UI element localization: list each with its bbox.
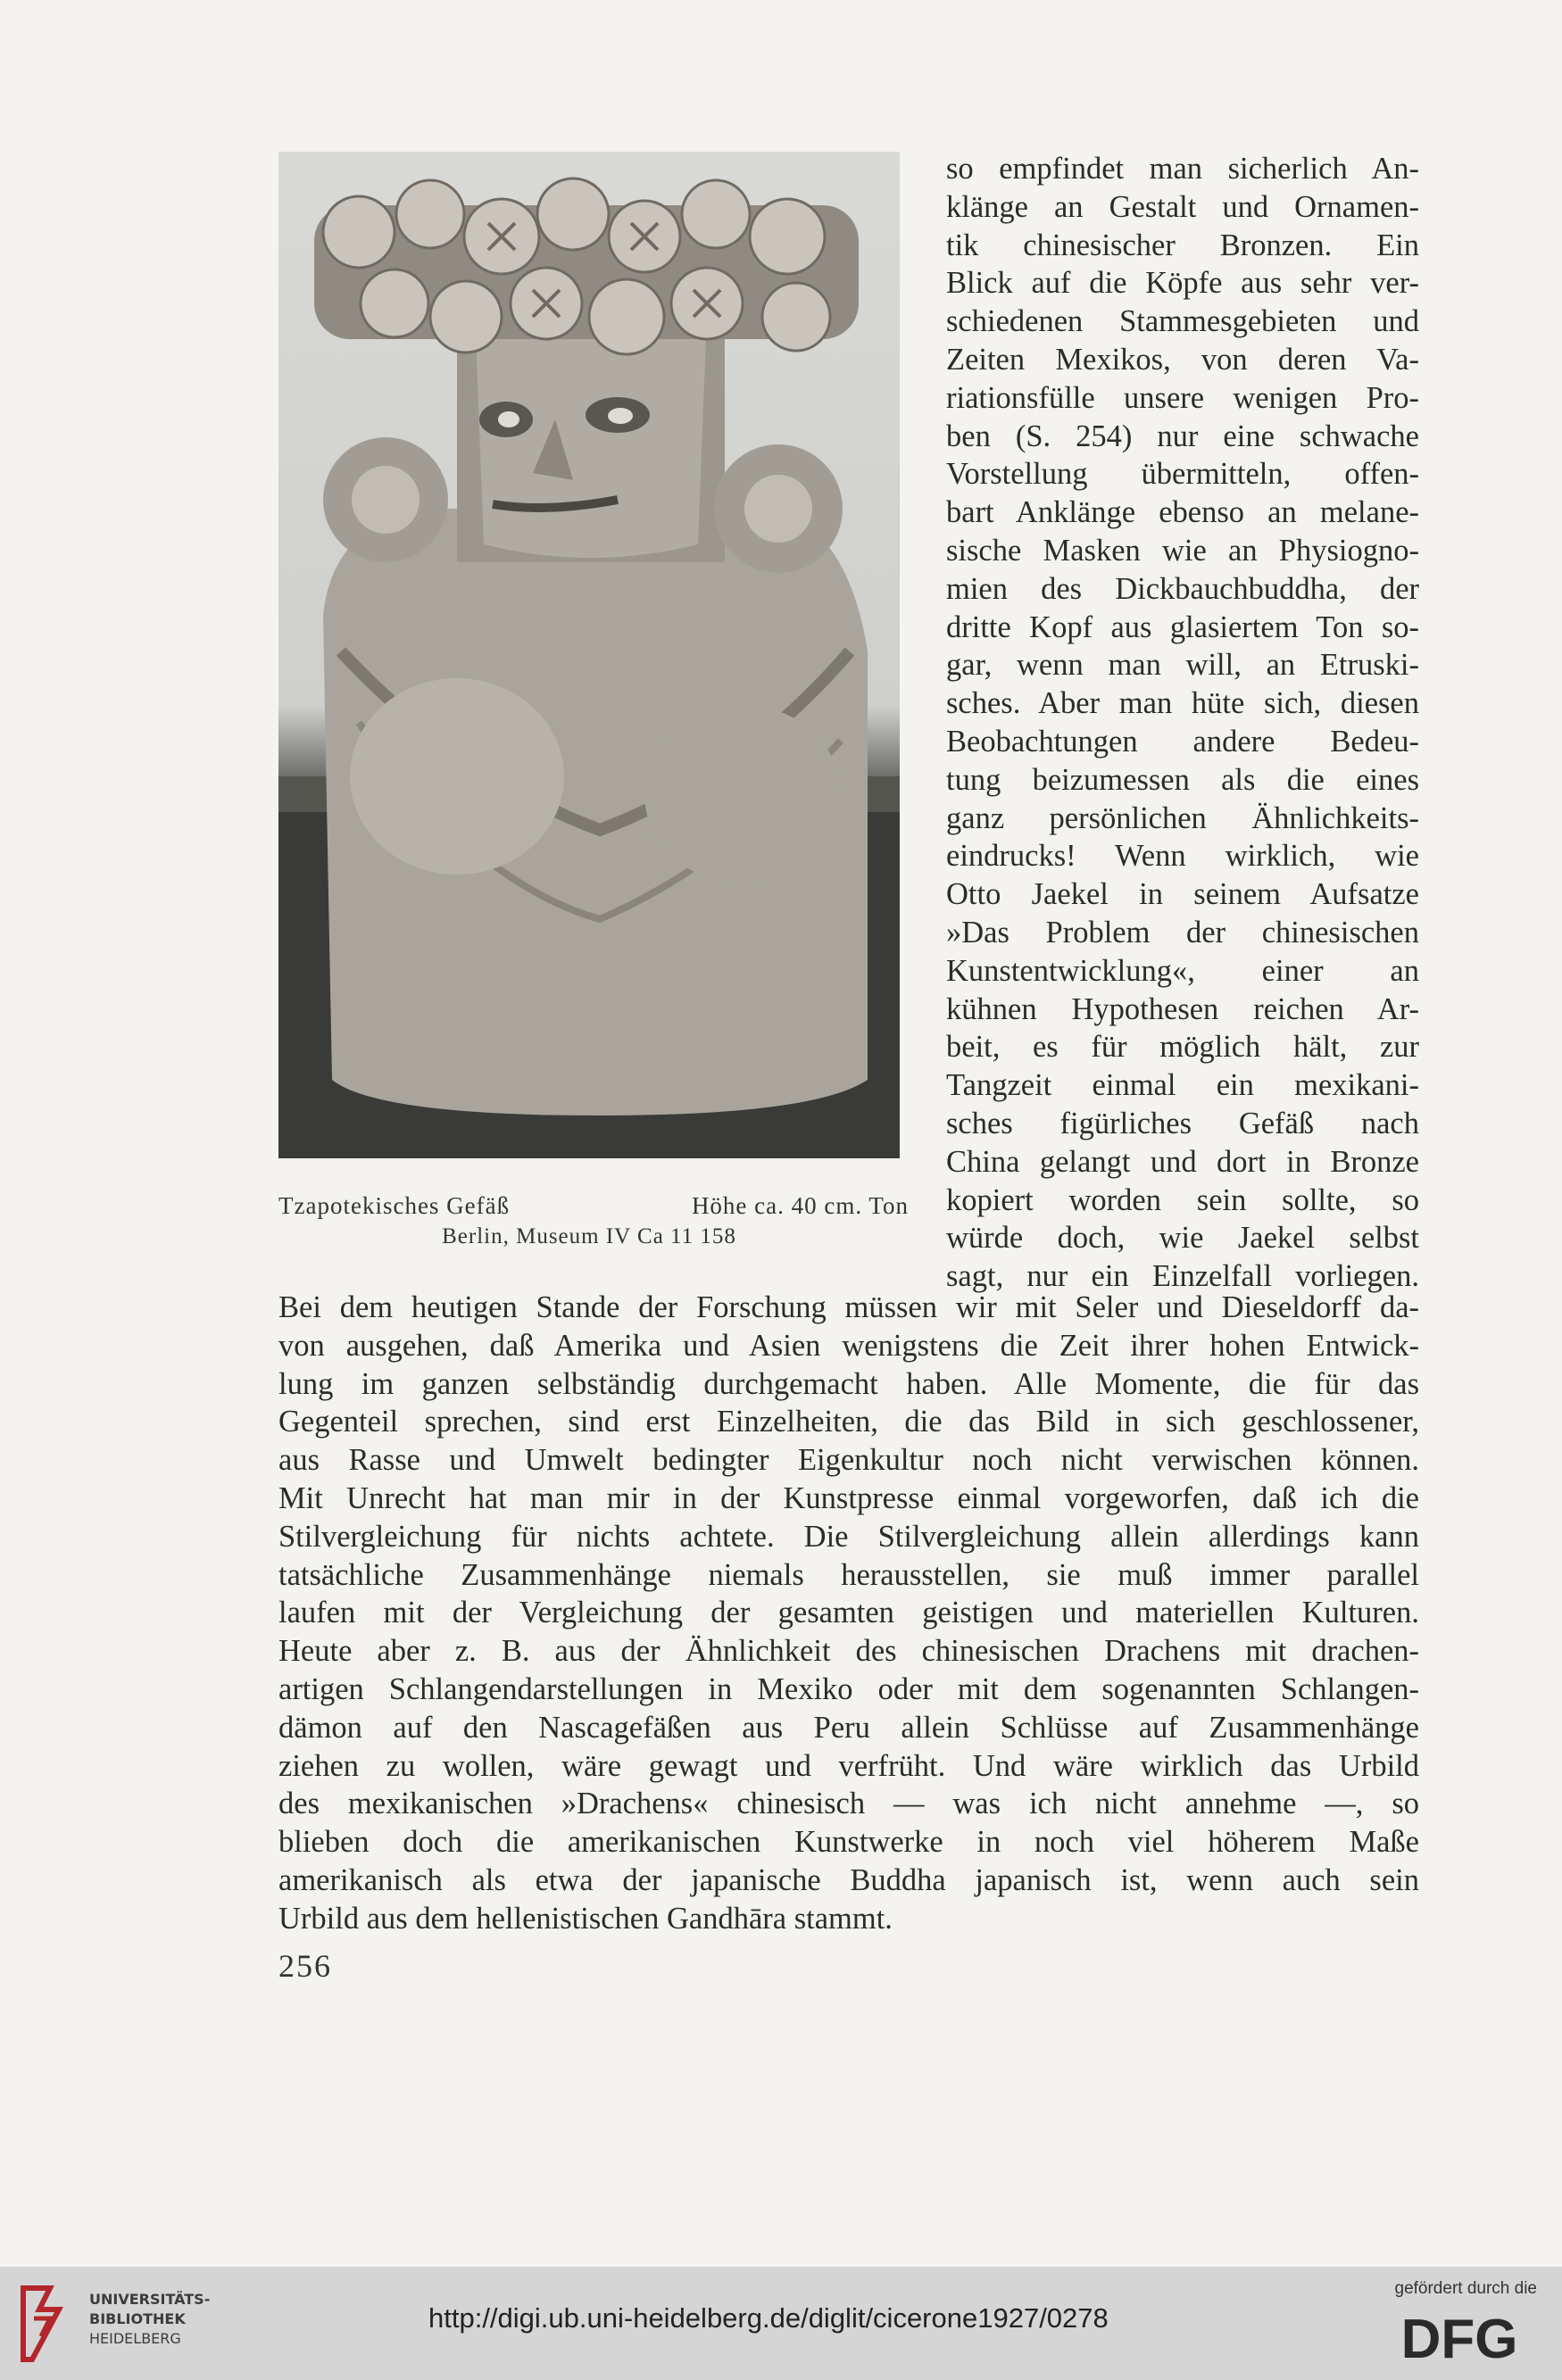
- text-line: des mexikanischen »Drachens« chinesisch — was ich nicht annehme —, so: [278, 1787, 1419, 1821]
- text-line: sches. Aber man hüte sich, diesen: [946, 686, 1419, 721]
- university-library-logo-icon[interactable]: [14, 2283, 80, 2365]
- right-column-text: [946, 150, 1419, 1296]
- text-line: gar, wenn man will, an Etruski-: [946, 648, 1419, 683]
- funded-by-label: gefördert durch die: [1394, 2279, 1537, 2298]
- text-line: Beobachtungen andere Bedeu-: [946, 724, 1419, 759]
- text-line: Urbild aus dem hellenistischen Gandhāra stammt.: [278, 1901, 893, 1936]
- page-number: 256: [278, 1948, 332, 1984]
- library-line-3: HEIDELBERG: [89, 2330, 181, 2347]
- text-line: aus Rasse und Umwelt bedingter Eigenkultur noch nicht verwischen können.: [278, 1443, 1419, 1478]
- figure-caption: [278, 1192, 909, 1228]
- text-line: Otto Jaekel in seinem Aufsatze: [946, 877, 1419, 912]
- full-width-text: [278, 1289, 1419, 1938]
- text-line: Heute aber z. B. aus der Ähnlichkeit des chinesischen Drachens mit drachen-: [278, 1634, 1419, 1669]
- library-line-1: UNIVERSITÄTS-: [89, 2291, 211, 2308]
- text-line: Bei dem heutigen Stande der Forschung müssen wir mit Seler und Dieseldorff da-: [278, 1290, 1419, 1324]
- text-line: von ausgehen, daß Amerika und Asien wenigstens die Zeit ihrer hohen Entwick-: [278, 1328, 1419, 1363]
- caption-location: Berlin, Museum IV Ca 11 158: [442, 1224, 736, 1248]
- text-line: artigen Schlangendarstellungen in Mexiko oder mit dem sogenannten Schlangen-: [278, 1671, 1419, 1706]
- text-line: so empfindet man sicherlich An-: [946, 152, 1419, 186]
- text-line: sische Masken wie an Physiogno-: [946, 533, 1419, 568]
- text-line: blieben doch die amerikanischen Kunstwerke in noch viel höherem Maße: [278, 1825, 1419, 1860]
- text-line: tatsächliche Zusammenhänge niemals herausstellen, sie muß immer parallel: [278, 1557, 1419, 1592]
- text-line: »Das Problem der chinesischen: [946, 915, 1419, 950]
- text-line: kopiert worden sein sollte, so: [946, 1182, 1419, 1217]
- text-line: tik chinesischer Bronzen. Ein: [946, 228, 1419, 262]
- text-line: Stilvergleichung für nichts achtete. Die Stilvergleichung allein allerdings kann: [278, 1519, 1419, 1554]
- text-line: beit, es für möglich hält, zur: [946, 1030, 1419, 1065]
- caption-title: Tzapotekisches Gefäß: [278, 1192, 511, 1219]
- text-line: Zeiten Mexikos, von deren Va-: [946, 342, 1419, 377]
- text-line: sagt, nur ein Einzelfall vorliegen.: [946, 1259, 1419, 1294]
- text-line: würde doch, wie Jaekel selbst: [946, 1221, 1419, 1256]
- text-line: sches figürliches Gefäß nach: [946, 1106, 1419, 1140]
- text-line: dämon auf den Nascagefäßen aus Peru allein Schlüsse auf Zusammenhänge: [278, 1710, 1419, 1745]
- university-library-name: [89, 2290, 250, 2349]
- text-line: dritte Kopf aus glasiertem Ton so-: [946, 610, 1419, 644]
- text-line: schiedenen Stammesgebieten und: [946, 304, 1419, 339]
- dfg-logo-text: DFG: [1400, 2309, 1518, 2365]
- text-line: ben (S. 254) nur eine schwache: [946, 419, 1419, 453]
- text-line: mien des Dickbauchbuddha, der: [946, 571, 1419, 606]
- text-line: Kunstentwicklung«, einer an: [946, 953, 1419, 988]
- text-line: eindrucks! Wenn wirklich, wie: [946, 839, 1419, 874]
- text-line: lung im ganzen selbständig durchgemacht haben. Alle Momente, die für das: [278, 1366, 1419, 1401]
- text-line: riationsfülle unsere wenigen Pro-: [946, 380, 1419, 415]
- figure-photograph: [278, 152, 900, 1158]
- text-line: China gelangt und dort in Bronze: [946, 1144, 1419, 1179]
- text-line: kühnen Hypothesen reichen Ar-: [946, 991, 1419, 1026]
- permalink-url[interactable]: http://digi.ub.uni-heidelberg.de/diglit/cicerone1927/0278: [428, 2302, 1109, 2334]
- text-line: Blick auf die Köpfe aus sehr ver-: [946, 266, 1419, 301]
- dfg-logo-icon[interactable]: [1383, 2308, 1535, 2365]
- text-line: tung beizumessen als die eines: [946, 762, 1419, 797]
- text-line: Mit Unrecht hat man mir in der Kunstpresse einmal vorgeworfen, daß ich die: [278, 1480, 1419, 1515]
- text-line: klänge an Gestalt und Ornamen-: [946, 189, 1419, 224]
- text-line: Vorstellung übermitteln, offen-: [946, 457, 1419, 492]
- footer-bar: [0, 2267, 1562, 2380]
- text-line: Tangzeit einmal ein mexikani-: [946, 1068, 1419, 1103]
- text-line: Gegenteil sprechen, sind erst Einzelheiten, die das Bild in sich geschlossener,: [278, 1405, 1419, 1439]
- text-line: bart Anklänge ebenso an melane-: [946, 495, 1419, 530]
- sculpture-image: [278, 152, 900, 1158]
- text-line: amerikanisch als etwa der japanische Buddha japanisch ist, wenn auch sein: [278, 1862, 1419, 1897]
- text-line: laufen mit der Vergleichung der gesamten geistigen und materiellen Kulturen.: [278, 1596, 1419, 1630]
- text-line: ziehen zu wollen, wäre gewagt und verfrüht. Und wäre wirklich das Urbild: [278, 1748, 1419, 1783]
- caption-dimensions: Höhe ca. 40 cm. Ton: [691, 1192, 909, 1219]
- library-line-2: BIBLIOTHEK: [89, 2310, 186, 2327]
- text-line: ganz persönlichen Ähnlichkeits-: [946, 800, 1419, 835]
